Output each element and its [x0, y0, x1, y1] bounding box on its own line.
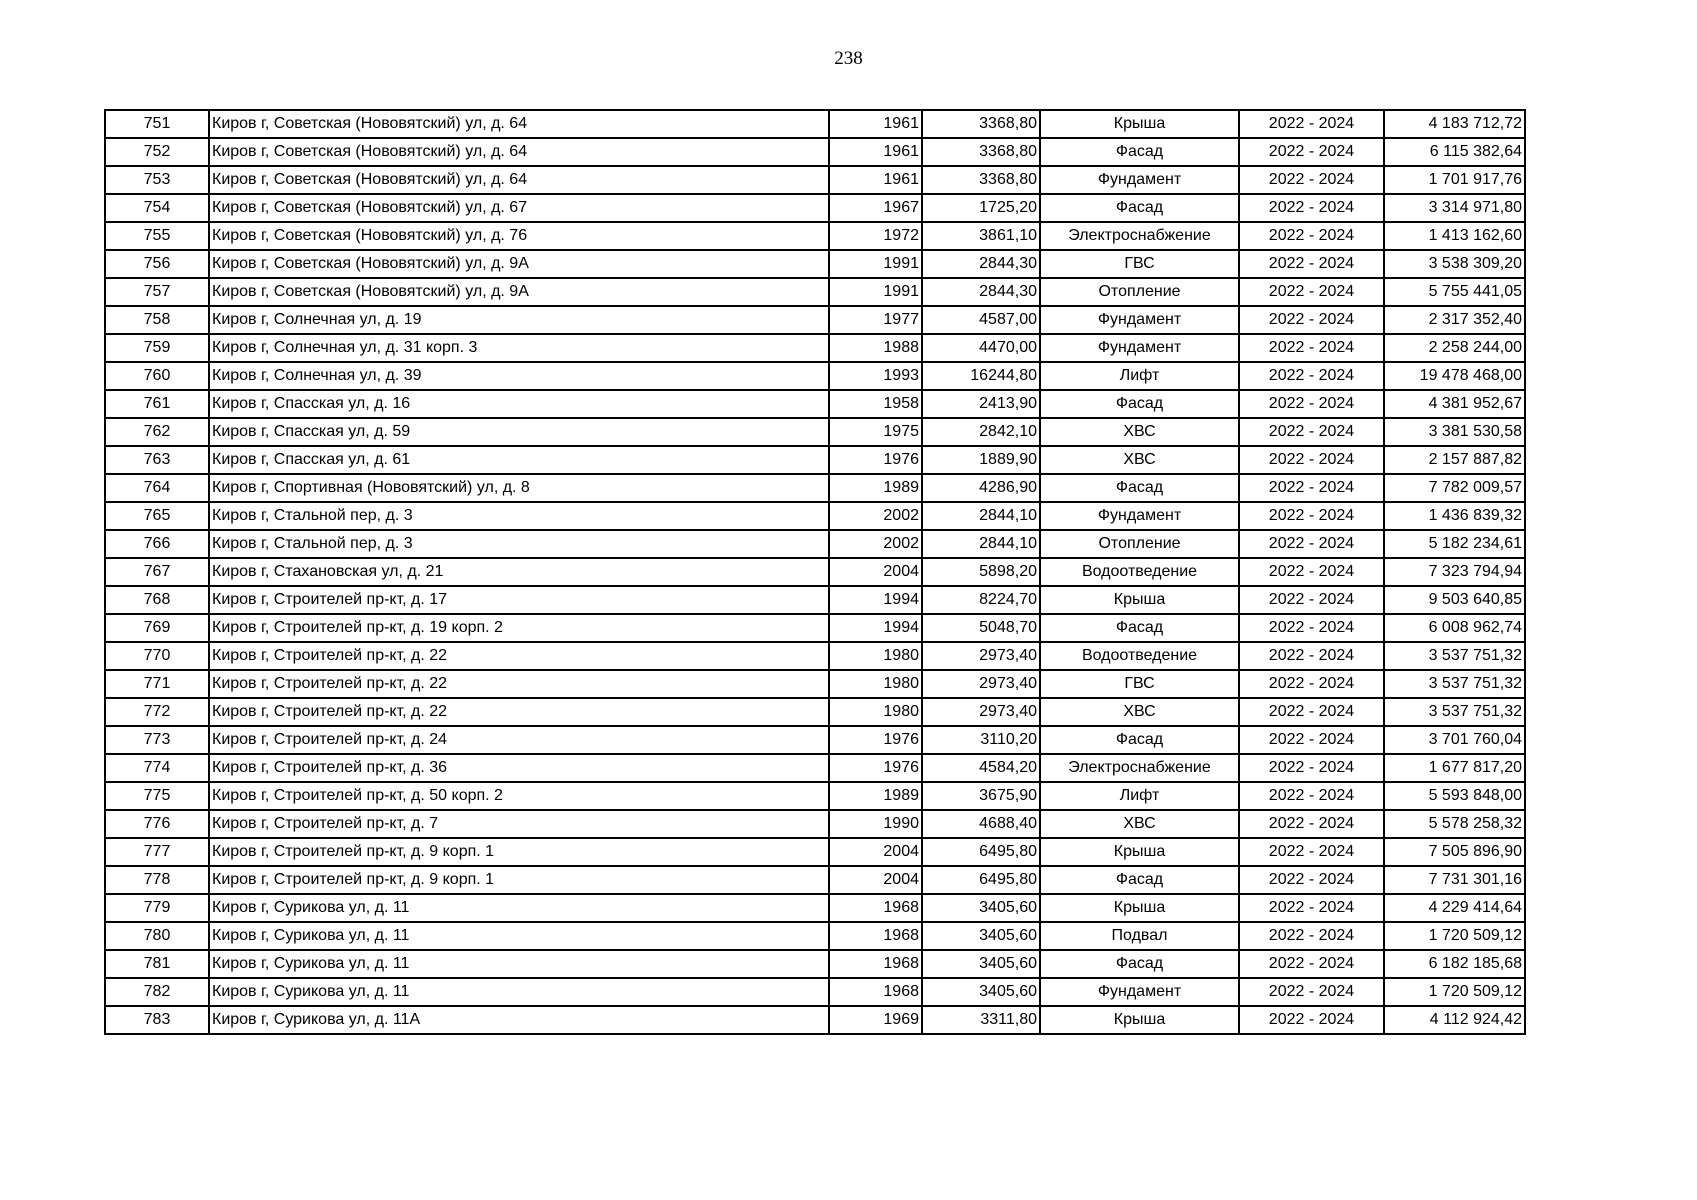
- table-row: [105, 922, 1525, 950]
- address-cell: Киров г, Солнечная ул, д. 39: [209, 362, 829, 390]
- address-cell: Киров г, Строителей пр-кт, д. 7: [209, 810, 829, 838]
- work-type-cell: Фундамент: [1040, 166, 1239, 194]
- cost-cell: 3 537 751,32: [1384, 670, 1525, 698]
- table-row: [105, 978, 1525, 1006]
- area-cell: 1725,20: [922, 194, 1040, 222]
- build-year-cell: 1972: [829, 222, 922, 250]
- address-cell: Киров г, Советская (Нововятский) ул, д. 64: [209, 138, 829, 166]
- build-year-cell: 2002: [829, 530, 922, 558]
- cost-cell: 2 157 887,82: [1384, 446, 1525, 474]
- address-cell: Киров г, Сурикова ул, д. 11: [209, 894, 829, 922]
- row-number-cell: 780: [105, 922, 209, 950]
- build-year-cell: 1994: [829, 586, 922, 614]
- area-cell: 2842,10: [922, 418, 1040, 446]
- cost-cell: 7 731 301,16: [1384, 866, 1525, 894]
- build-year-cell: 1961: [829, 138, 922, 166]
- area-cell: 6495,80: [922, 838, 1040, 866]
- address-cell: Киров г, Солнечная ул, д. 19: [209, 306, 829, 334]
- table-row: [105, 278, 1525, 306]
- build-year-cell: 1976: [829, 446, 922, 474]
- area-cell: 3110,20: [922, 726, 1040, 754]
- work-type-cell: Крыша: [1040, 1006, 1239, 1034]
- build-year-cell: 2002: [829, 502, 922, 530]
- period-cell: 2022 - 2024: [1239, 306, 1384, 334]
- period-cell: 2022 - 2024: [1239, 166, 1384, 194]
- row-number-cell: 753: [105, 166, 209, 194]
- area-cell: 2413,90: [922, 390, 1040, 418]
- period-cell: 2022 - 2024: [1239, 614, 1384, 642]
- address-cell: Киров г, Строителей пр-кт, д. 17: [209, 586, 829, 614]
- table-row: [105, 530, 1525, 558]
- row-number-cell: 752: [105, 138, 209, 166]
- cost-cell: 6 115 382,64: [1384, 138, 1525, 166]
- row-number-cell: 758: [105, 306, 209, 334]
- row-number-cell: 759: [105, 334, 209, 362]
- work-type-cell: ХВС: [1040, 698, 1239, 726]
- address-cell: Киров г, Солнечная ул, д. 31 корп. 3: [209, 334, 829, 362]
- address-cell: Киров г, Сурикова ул, д. 11: [209, 978, 829, 1006]
- table-body: [105, 110, 1525, 1034]
- cost-cell: 6 182 185,68: [1384, 950, 1525, 978]
- period-cell: 2022 - 2024: [1239, 950, 1384, 978]
- period-cell: 2022 - 2024: [1239, 670, 1384, 698]
- period-cell: 2022 - 2024: [1239, 978, 1384, 1006]
- cost-cell: 4 183 712,72: [1384, 110, 1525, 138]
- cost-cell: 5 593 848,00: [1384, 782, 1525, 810]
- period-cell: 2022 - 2024: [1239, 586, 1384, 614]
- build-year-cell: 2004: [829, 558, 922, 586]
- row-number-cell: 775: [105, 782, 209, 810]
- area-cell: 3405,60: [922, 894, 1040, 922]
- table-row: [105, 894, 1525, 922]
- build-year-cell: 2004: [829, 866, 922, 894]
- work-type-cell: Электроснабжение: [1040, 754, 1239, 782]
- area-cell: 3368,80: [922, 166, 1040, 194]
- row-number-cell: 783: [105, 1006, 209, 1034]
- area-cell: 3405,60: [922, 950, 1040, 978]
- row-number-cell: 776: [105, 810, 209, 838]
- build-year-cell: 2004: [829, 838, 922, 866]
- build-year-cell: 1989: [829, 474, 922, 502]
- work-type-cell: Фасад: [1040, 950, 1239, 978]
- area-cell: 4584,20: [922, 754, 1040, 782]
- table-row: [105, 110, 1525, 138]
- repair-schedule-table: [104, 109, 1526, 1035]
- period-cell: 2022 - 2024: [1239, 1006, 1384, 1034]
- period-cell: 2022 - 2024: [1239, 222, 1384, 250]
- period-cell: 2022 - 2024: [1239, 110, 1384, 138]
- row-number-cell: 777: [105, 838, 209, 866]
- build-year-cell: 1969: [829, 1006, 922, 1034]
- table-row: [105, 138, 1525, 166]
- address-cell: Киров г, Стальной пер, д. 3: [209, 530, 829, 558]
- work-type-cell: ХВС: [1040, 810, 1239, 838]
- work-type-cell: Электроснабжение: [1040, 222, 1239, 250]
- address-cell: Киров г, Строителей пр-кт, д. 9 корп. 1: [209, 866, 829, 894]
- period-cell: 2022 - 2024: [1239, 838, 1384, 866]
- address-cell: Киров г, Строителей пр-кт, д. 50 корп. 2: [209, 782, 829, 810]
- period-cell: 2022 - 2024: [1239, 362, 1384, 390]
- build-year-cell: 1977: [829, 306, 922, 334]
- address-cell: Киров г, Советская (Нововятский) ул, д. 9А: [209, 278, 829, 306]
- address-cell: Киров г, Строителей пр-кт, д. 22: [209, 670, 829, 698]
- row-number-cell: 751: [105, 110, 209, 138]
- area-cell: 5048,70: [922, 614, 1040, 642]
- cost-cell: 2 317 352,40: [1384, 306, 1525, 334]
- area-cell: 3675,90: [922, 782, 1040, 810]
- area-cell: 4587,00: [922, 306, 1040, 334]
- area-cell: 2844,10: [922, 502, 1040, 530]
- address-cell: Киров г, Стальной пер, д. 3: [209, 502, 829, 530]
- area-cell: 3405,60: [922, 922, 1040, 950]
- area-cell: 2973,40: [922, 642, 1040, 670]
- cost-cell: 5 755 441,05: [1384, 278, 1525, 306]
- work-type-cell: Водоотведение: [1040, 642, 1239, 670]
- build-year-cell: 1968: [829, 978, 922, 1006]
- row-number-cell: 762: [105, 418, 209, 446]
- cost-cell: 3 314 971,80: [1384, 194, 1525, 222]
- work-type-cell: Лифт: [1040, 362, 1239, 390]
- period-cell: 2022 - 2024: [1239, 754, 1384, 782]
- table-row: [105, 810, 1525, 838]
- cost-cell: 1 677 817,20: [1384, 754, 1525, 782]
- work-type-cell: Крыша: [1040, 894, 1239, 922]
- cost-cell: 4 112 924,42: [1384, 1006, 1525, 1034]
- row-number-cell: 774: [105, 754, 209, 782]
- build-year-cell: 1975: [829, 418, 922, 446]
- cost-cell: 4 229 414,64: [1384, 894, 1525, 922]
- area-cell: 2844,30: [922, 250, 1040, 278]
- area-cell: 2844,30: [922, 278, 1040, 306]
- work-type-cell: ХВС: [1040, 446, 1239, 474]
- address-cell: Киров г, Сурикова ул, д. 11: [209, 922, 829, 950]
- work-type-cell: Лифт: [1040, 782, 1239, 810]
- row-number-cell: 765: [105, 502, 209, 530]
- period-cell: 2022 - 2024: [1239, 474, 1384, 502]
- work-type-cell: Фасад: [1040, 194, 1239, 222]
- build-year-cell: 1976: [829, 726, 922, 754]
- period-cell: 2022 - 2024: [1239, 810, 1384, 838]
- address-cell: Киров г, Советская (Нововятский) ул, д. 9А: [209, 250, 829, 278]
- work-type-cell: Фасад: [1040, 866, 1239, 894]
- row-number-cell: 755: [105, 222, 209, 250]
- period-cell: 2022 - 2024: [1239, 894, 1384, 922]
- address-cell: Киров г, Строителей пр-кт, д. 24: [209, 726, 829, 754]
- work-type-cell: Подвал: [1040, 922, 1239, 950]
- cost-cell: 7 323 794,94: [1384, 558, 1525, 586]
- table-row: [105, 446, 1525, 474]
- table-row: [105, 642, 1525, 670]
- work-type-cell: Фундамент: [1040, 334, 1239, 362]
- cost-cell: 1 413 162,60: [1384, 222, 1525, 250]
- row-number-cell: 764: [105, 474, 209, 502]
- address-cell: Киров г, Советская (Нововятский) ул, д. 67: [209, 194, 829, 222]
- table-row: [105, 222, 1525, 250]
- build-year-cell: 1967: [829, 194, 922, 222]
- table-row: [105, 250, 1525, 278]
- table-row: [105, 838, 1525, 866]
- cost-cell: 1 720 509,12: [1384, 922, 1525, 950]
- area-cell: 5898,20: [922, 558, 1040, 586]
- table-row: [105, 306, 1525, 334]
- row-number-cell: 770: [105, 642, 209, 670]
- cost-cell: 1 720 509,12: [1384, 978, 1525, 1006]
- cost-cell: 6 008 962,74: [1384, 614, 1525, 642]
- address-cell: Киров г, Спасская ул, д. 59: [209, 418, 829, 446]
- area-cell: 3368,80: [922, 110, 1040, 138]
- address-cell: Киров г, Сурикова ул, д. 11А: [209, 1006, 829, 1034]
- area-cell: 4688,40: [922, 810, 1040, 838]
- work-type-cell: Крыша: [1040, 838, 1239, 866]
- cost-cell: 3 537 751,32: [1384, 642, 1525, 670]
- table-row: [105, 950, 1525, 978]
- area-cell: 3405,60: [922, 978, 1040, 1006]
- table-row: [105, 726, 1525, 754]
- table-row: [105, 782, 1525, 810]
- address-cell: Киров г, Советская (Нововятский) ул, д. 76: [209, 222, 829, 250]
- row-number-cell: 772: [105, 698, 209, 726]
- page-number: 238: [834, 48, 863, 69]
- table-row: [105, 558, 1525, 586]
- period-cell: 2022 - 2024: [1239, 334, 1384, 362]
- row-number-cell: 768: [105, 586, 209, 614]
- area-cell: 4286,90: [922, 474, 1040, 502]
- work-type-cell: Фасад: [1040, 726, 1239, 754]
- cost-cell: 7 782 009,57: [1384, 474, 1525, 502]
- address-cell: Киров г, Сурикова ул, д. 11: [209, 950, 829, 978]
- area-cell: 3861,10: [922, 222, 1040, 250]
- build-year-cell: 1968: [829, 950, 922, 978]
- cost-cell: 3 381 530,58: [1384, 418, 1525, 446]
- cost-cell: 1 436 839,32: [1384, 502, 1525, 530]
- period-cell: 2022 - 2024: [1239, 922, 1384, 950]
- table-row: [105, 418, 1525, 446]
- table-row: [105, 502, 1525, 530]
- work-type-cell: ГВС: [1040, 250, 1239, 278]
- period-cell: 2022 - 2024: [1239, 138, 1384, 166]
- address-cell: Киров г, Советская (Нововятский) ул, д. 64: [209, 166, 829, 194]
- build-year-cell: 1976: [829, 754, 922, 782]
- address-cell: Киров г, Строителей пр-кт, д. 19 корп. 2: [209, 614, 829, 642]
- cost-cell: 3 537 751,32: [1384, 698, 1525, 726]
- row-number-cell: 757: [105, 278, 209, 306]
- period-cell: 2022 - 2024: [1239, 558, 1384, 586]
- area-cell: 6495,80: [922, 866, 1040, 894]
- row-number-cell: 773: [105, 726, 209, 754]
- work-type-cell: ХВС: [1040, 418, 1239, 446]
- cost-cell: 9 503 640,85: [1384, 586, 1525, 614]
- period-cell: 2022 - 2024: [1239, 782, 1384, 810]
- cost-cell: 7 505 896,90: [1384, 838, 1525, 866]
- cost-cell: 5 182 234,61: [1384, 530, 1525, 558]
- cost-cell: 19 478 468,00: [1384, 362, 1525, 390]
- table-row: [105, 390, 1525, 418]
- address-cell: Киров г, Советская (Нововятский) ул, д. 64: [209, 110, 829, 138]
- build-year-cell: 1980: [829, 698, 922, 726]
- period-cell: 2022 - 2024: [1239, 418, 1384, 446]
- work-type-cell: Крыша: [1040, 110, 1239, 138]
- period-cell: 2022 - 2024: [1239, 194, 1384, 222]
- build-year-cell: 1961: [829, 166, 922, 194]
- address-cell: Киров г, Стахановская ул, д. 21: [209, 558, 829, 586]
- build-year-cell: 1988: [829, 334, 922, 362]
- cost-cell: 3 701 760,04: [1384, 726, 1525, 754]
- row-number-cell: 766: [105, 530, 209, 558]
- address-cell: Киров г, Строителей пр-кт, д. 22: [209, 642, 829, 670]
- work-type-cell: Фасад: [1040, 474, 1239, 502]
- cost-cell: 5 578 258,32: [1384, 810, 1525, 838]
- work-type-cell: Фасад: [1040, 390, 1239, 418]
- work-type-cell: Фундамент: [1040, 978, 1239, 1006]
- address-cell: Киров г, Строителей пр-кт, д. 36: [209, 754, 829, 782]
- table-row: [105, 1006, 1525, 1034]
- period-cell: 2022 - 2024: [1239, 250, 1384, 278]
- build-year-cell: 1961: [829, 110, 922, 138]
- work-type-cell: Фасад: [1040, 138, 1239, 166]
- area-cell: 16244,80: [922, 362, 1040, 390]
- work-type-cell: Фасад: [1040, 614, 1239, 642]
- area-cell: 2973,40: [922, 670, 1040, 698]
- area-cell: 3311,80: [922, 1006, 1040, 1034]
- row-number-cell: 781: [105, 950, 209, 978]
- build-year-cell: 1980: [829, 670, 922, 698]
- area-cell: 1889,90: [922, 446, 1040, 474]
- table-row: [105, 698, 1525, 726]
- period-cell: 2022 - 2024: [1239, 698, 1384, 726]
- build-year-cell: 1968: [829, 922, 922, 950]
- row-number-cell: 778: [105, 866, 209, 894]
- period-cell: 2022 - 2024: [1239, 278, 1384, 306]
- row-number-cell: 756: [105, 250, 209, 278]
- table-row: [105, 754, 1525, 782]
- cost-cell: 2 258 244,00: [1384, 334, 1525, 362]
- period-cell: 2022 - 2024: [1239, 866, 1384, 894]
- build-year-cell: 1958: [829, 390, 922, 418]
- table-row: [105, 334, 1525, 362]
- table-row: [105, 474, 1525, 502]
- table-row: [105, 586, 1525, 614]
- row-number-cell: 761: [105, 390, 209, 418]
- period-cell: 2022 - 2024: [1239, 390, 1384, 418]
- work-type-cell: ГВС: [1040, 670, 1239, 698]
- period-cell: 2022 - 2024: [1239, 642, 1384, 670]
- work-type-cell: Отопление: [1040, 530, 1239, 558]
- work-type-cell: Крыша: [1040, 586, 1239, 614]
- row-number-cell: 779: [105, 894, 209, 922]
- row-number-cell: 760: [105, 362, 209, 390]
- build-year-cell: 1991: [829, 278, 922, 306]
- build-year-cell: 1968: [829, 894, 922, 922]
- row-number-cell: 782: [105, 978, 209, 1006]
- address-cell: Киров г, Строителей пр-кт, д. 9 корп. 1: [209, 838, 829, 866]
- build-year-cell: 1989: [829, 782, 922, 810]
- row-number-cell: 771: [105, 670, 209, 698]
- period-cell: 2022 - 2024: [1239, 530, 1384, 558]
- build-year-cell: 1991: [829, 250, 922, 278]
- area-cell: 3368,80: [922, 138, 1040, 166]
- period-cell: 2022 - 2024: [1239, 502, 1384, 530]
- row-number-cell: 754: [105, 194, 209, 222]
- work-type-cell: Отопление: [1040, 278, 1239, 306]
- cost-cell: 4 381 952,67: [1384, 390, 1525, 418]
- work-type-cell: Водоотведение: [1040, 558, 1239, 586]
- work-type-cell: Фундамент: [1040, 306, 1239, 334]
- table-row: [105, 362, 1525, 390]
- build-year-cell: 1990: [829, 810, 922, 838]
- build-year-cell: 1980: [829, 642, 922, 670]
- area-cell: 2844,10: [922, 530, 1040, 558]
- area-cell: 8224,70: [922, 586, 1040, 614]
- table-row: [105, 614, 1525, 642]
- table-row: [105, 670, 1525, 698]
- address-cell: Киров г, Спортивная (Нововятский) ул, д. 8: [209, 474, 829, 502]
- row-number-cell: 767: [105, 558, 209, 586]
- area-cell: 2973,40: [922, 698, 1040, 726]
- table-row: [105, 194, 1525, 222]
- table-row: [105, 866, 1525, 894]
- period-cell: 2022 - 2024: [1239, 726, 1384, 754]
- address-cell: Киров г, Строителей пр-кт, д. 22: [209, 698, 829, 726]
- address-cell: Киров г, Спасская ул, д. 61: [209, 446, 829, 474]
- build-year-cell: 1994: [829, 614, 922, 642]
- work-type-cell: Фундамент: [1040, 502, 1239, 530]
- cost-cell: 1 701 917,76: [1384, 166, 1525, 194]
- area-cell: 4470,00: [922, 334, 1040, 362]
- table-row: [105, 166, 1525, 194]
- build-year-cell: 1993: [829, 362, 922, 390]
- cost-cell: 3 538 309,20: [1384, 250, 1525, 278]
- address-cell: Киров г, Спасская ул, д. 16: [209, 390, 829, 418]
- period-cell: 2022 - 2024: [1239, 446, 1384, 474]
- row-number-cell: 763: [105, 446, 209, 474]
- row-number-cell: 769: [105, 614, 209, 642]
